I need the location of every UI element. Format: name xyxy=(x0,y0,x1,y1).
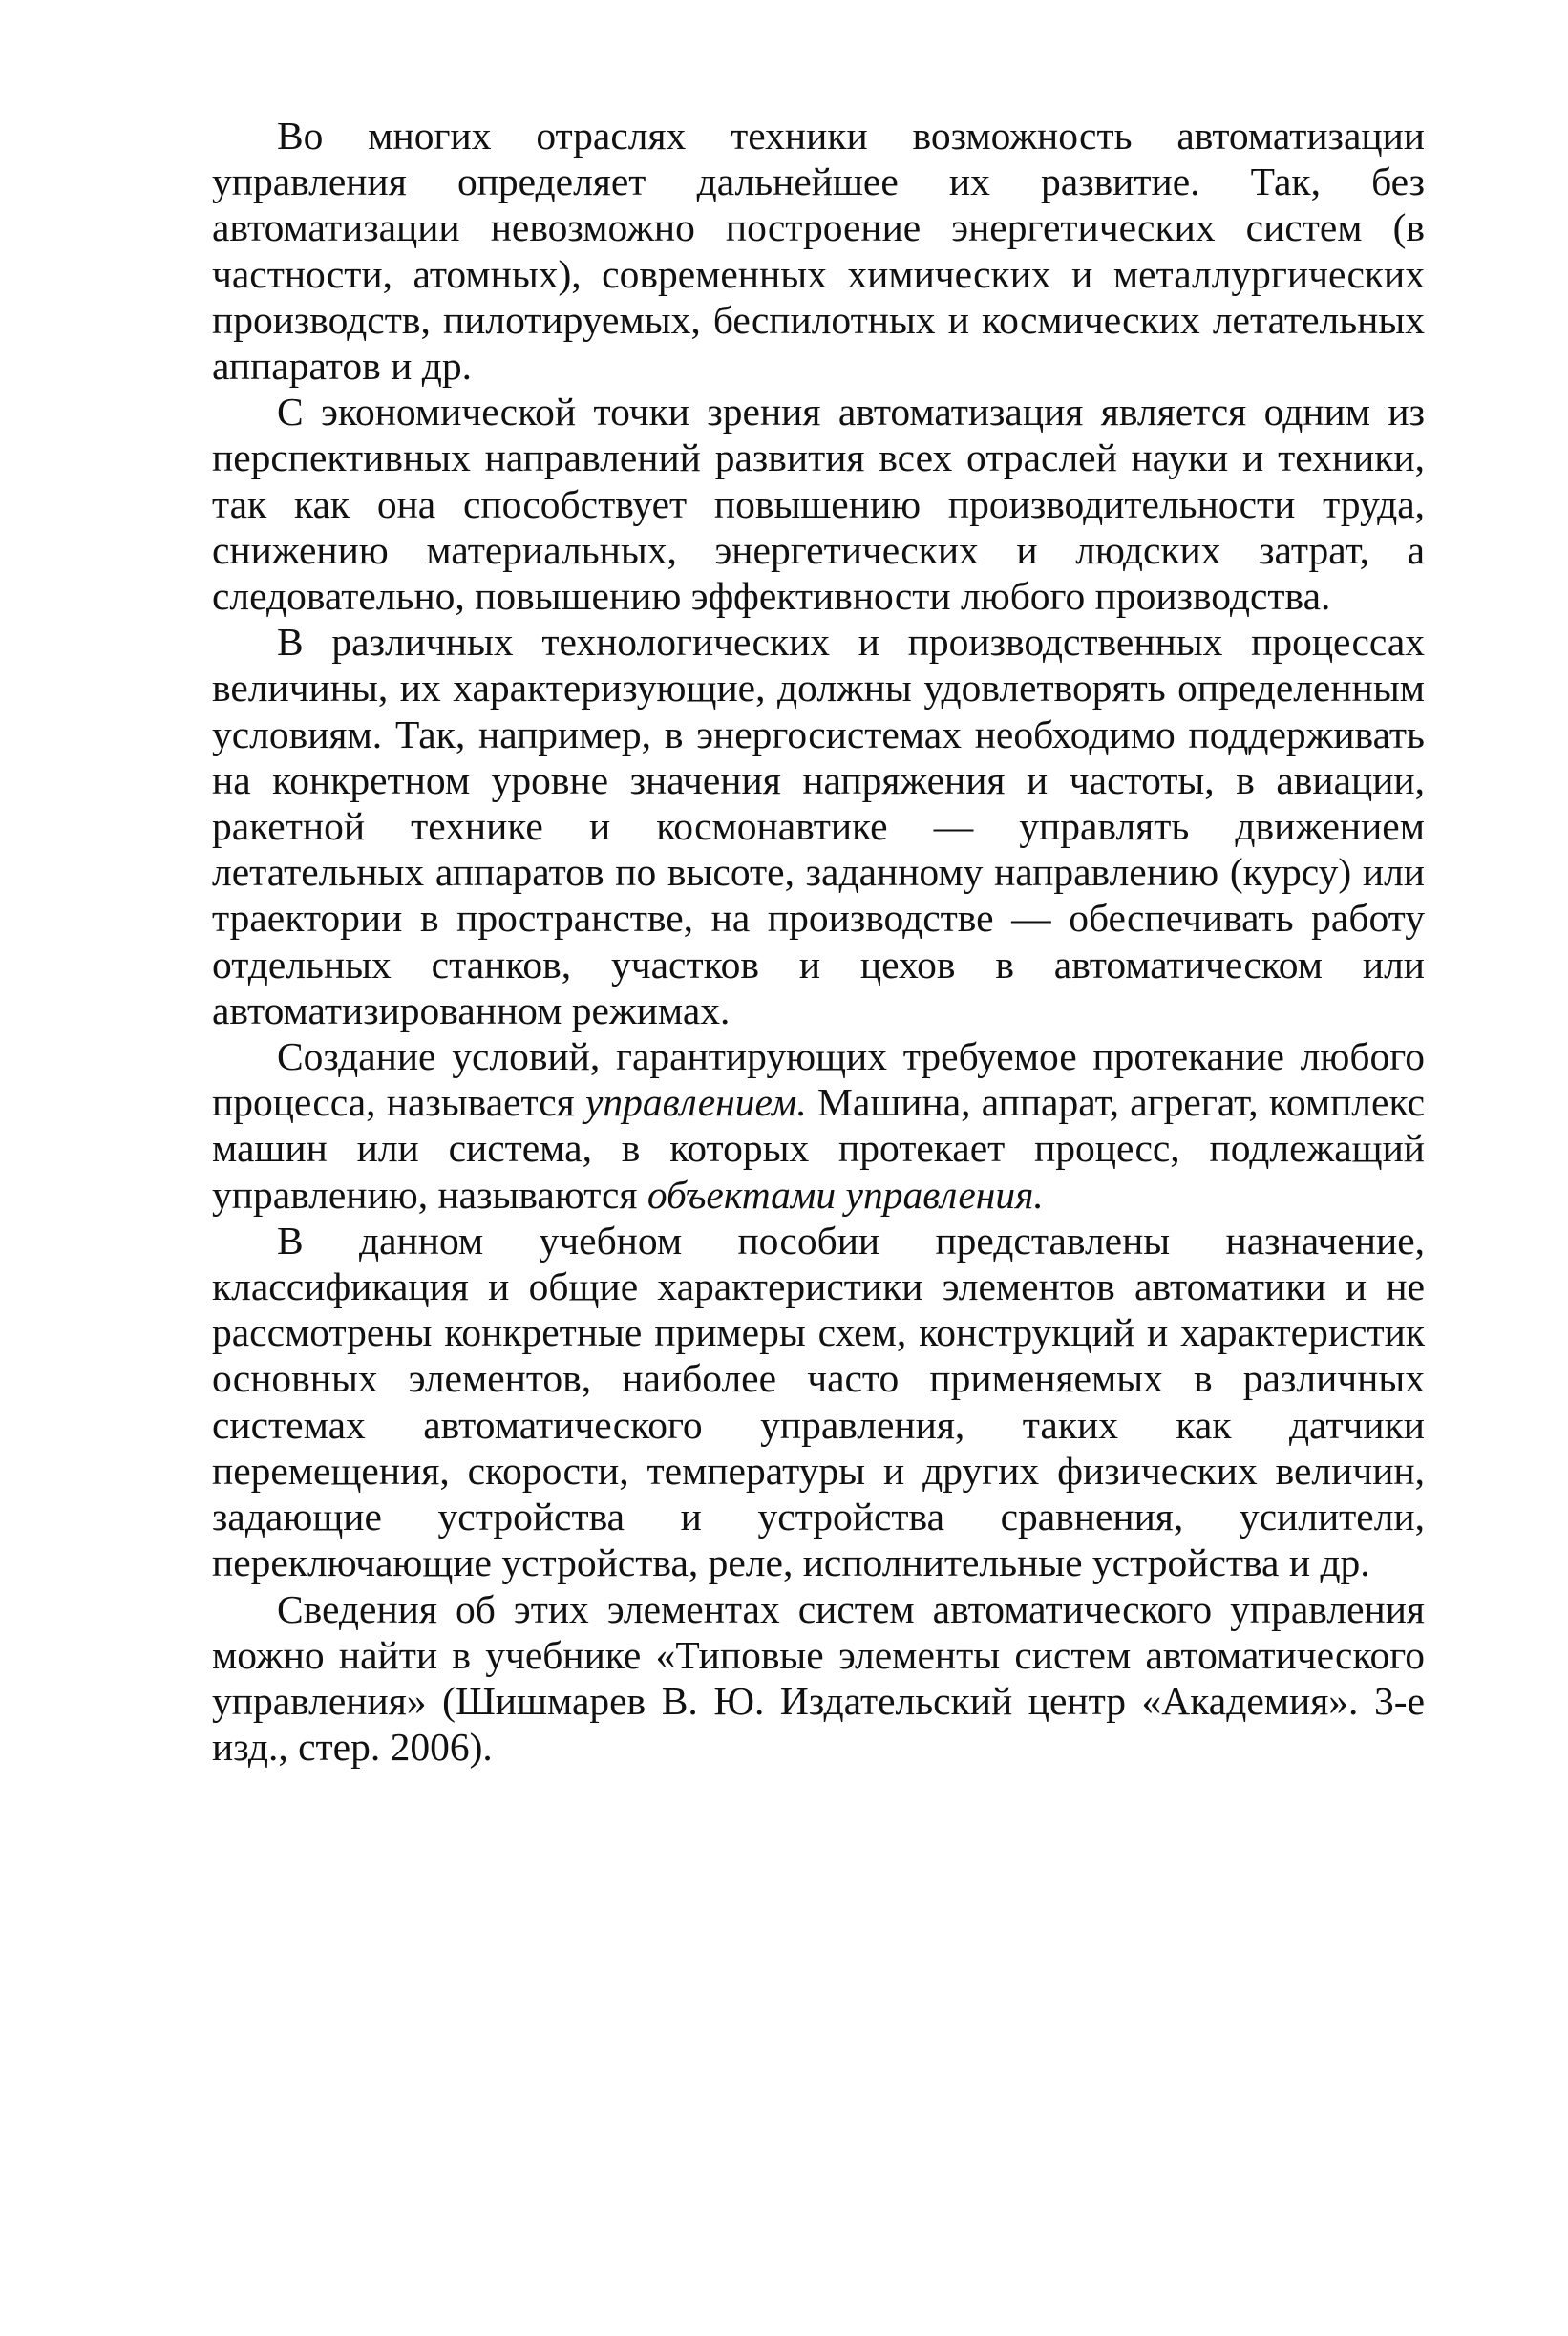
paragraph-control-definition xyxy=(212,1033,1425,1218)
control-definition-text-2: Машина, аппарат, агрегат, комплекс машин или система, в которых протекает процесс, подлежащий управлению, называются xyxy=(212,1080,1425,1217)
paragraph-economic-view: С экономической точки зрения автоматизация является одним из перспективных направлений развития всех отраслей науки и техники, так как она способствует повышению производительности труда, снижению материальных, энергетических и людских затрат, а следовательно, повышению эффективности любого производства. xyxy=(212,390,1425,619)
control-definition-text-1: Создание условий, гарантирующих требуемое протекание любого процесса, называется xyxy=(212,1034,1425,1125)
term-control-objects: объектами управления. xyxy=(646,1172,1044,1217)
term-control: управлением. xyxy=(584,1080,807,1125)
paragraph-reference: Сведения об этих элементах систем автоматического управления можно найти в учебнике «Типовые элементы систем автоматического управления» (Шишмарев В. Ю. Издательский центр «Академия». 3-е изд., стер. 2006). xyxy=(212,1586,1425,1770)
paragraph-automation-importance: Во многих отраслях техники возможность автоматизации управления определяет дальнейшее их развитие. Так, без автоматизации невозможно построение энергетических систем (в частности, атомных), современных химических и металлургических производств, пилотируемых, беспилотных и космических летательных аппаратов и др. xyxy=(212,114,1425,389)
body-text xyxy=(212,113,1425,1770)
paragraph-manual-scope: В данном учебном пособии представлены назначение, классификация и общие характеристики элементов автоматики и не рассмотрены конкретные примеры схем, конструкций и характеристик основных элементов, наиболее часто применяемых в различных системах автоматического управления, таких как датчики перемещения, скорости, температуры и других физических величин, задающие устройства и устройства сравнения, усилители, переключающие устройства, реле, исполнительные устройства и др. xyxy=(212,1218,1425,1585)
paragraph-process-conditions: В различных технологических и производственных процессах величины, их характеризующие, должны удовлетворять определенным условиям. Так, например, в энергосистемах необходимо поддерживать на конкретном уровне значения напряжения и частоты, в авиации, ракетной технике и космонавтике — управлять движением летательных аппаратов по высоте, заданному направлению (курсу) или траектории в пространстве, на производстве — обеспечивать работу отдельных станков, участков и цехов в автоматическом или автоматизированном режимах. xyxy=(212,620,1425,1032)
